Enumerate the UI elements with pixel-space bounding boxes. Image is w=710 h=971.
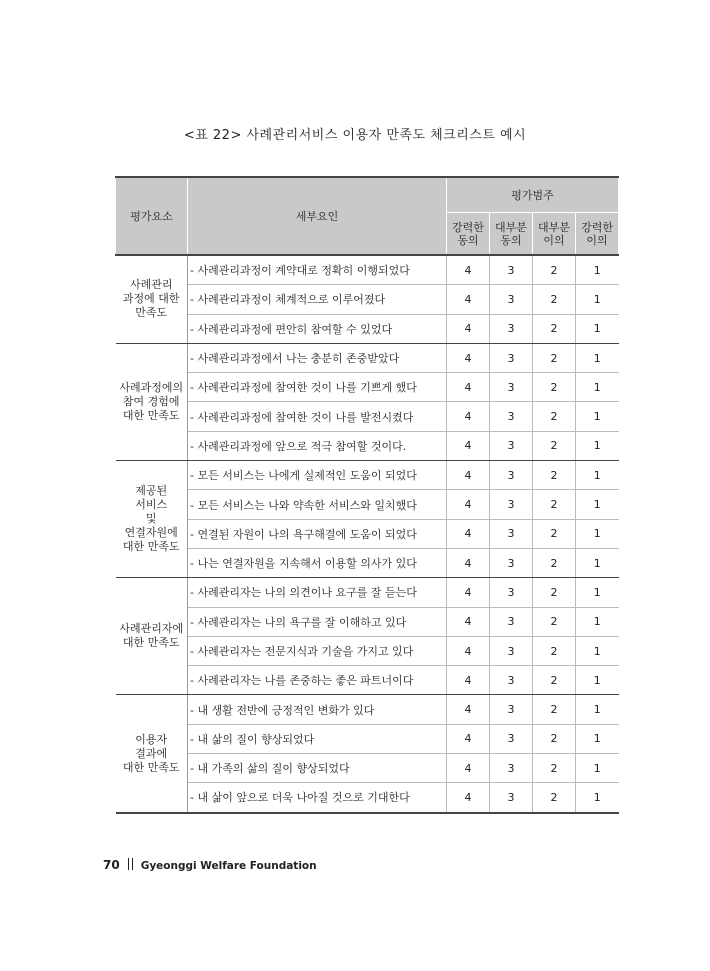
table-row	[116, 461, 619, 490]
header-scale-strong-agree: 강력한 동의	[447, 213, 490, 256]
page-number: 70	[103, 858, 120, 872]
score-cell: 4	[447, 373, 490, 402]
group-label: 사례과정에의 참여 경험에 대한 만족도	[116, 343, 188, 460]
score-cell: 4	[447, 461, 490, 490]
score-cell: 1	[576, 343, 619, 372]
table-row	[116, 431, 619, 460]
score-cell: 3	[490, 402, 533, 431]
score-cell: 3	[490, 461, 533, 490]
score-cell: 4	[447, 578, 490, 607]
score-cell: 2	[533, 431, 576, 460]
score-cell: 2	[533, 724, 576, 753]
item-text: - 사례관리자는 전문지식과 기술을 가지고 있다	[188, 636, 447, 665]
score-cell: 1	[576, 255, 619, 285]
score-cell: 3	[490, 343, 533, 372]
score-cell: 4	[447, 666, 490, 695]
score-cell: 2	[533, 373, 576, 402]
group-label: 이용자 결과에 대한 만족도	[116, 695, 188, 813]
score-cell: 4	[447, 754, 490, 783]
item-text: - 사례관리자는 나의 의견이나 요구를 잘 듣는다	[188, 578, 447, 607]
table-row	[116, 578, 619, 607]
item-text: - 내 삶이 앞으로 더욱 나아질 것으로 기대한다	[188, 783, 447, 813]
score-cell: 1	[576, 783, 619, 813]
group-label: 사례관리 과정에 대한 만족도	[116, 255, 188, 343]
score-cell: 4	[447, 343, 490, 372]
item-text: - 사례관리자는 나를 존중하는 좋은 파트너이다	[188, 666, 447, 695]
item-text: - 사례관리과정이 계약대로 정확히 이행되었다	[188, 255, 447, 285]
score-cell: 4	[447, 783, 490, 813]
item-text: - 내 가족의 삶의 질이 향상되었다	[188, 754, 447, 783]
item-text: - 내 삶의 질이 향상되었다	[188, 724, 447, 753]
group-label: 사례관리자에 대한 만족도	[116, 578, 188, 695]
score-cell: 1	[576, 724, 619, 753]
table-row	[116, 402, 619, 431]
header-scale-mostly-agree: 대부분 동의	[490, 213, 533, 256]
item-text: - 모든 서비스는 나와 약속한 서비스와 일치했다	[188, 490, 447, 519]
table-row	[116, 548, 619, 577]
item-text: - 사례관리과정에 편안히 참여할 수 있었다	[188, 314, 447, 343]
score-cell: 4	[447, 519, 490, 548]
table-row	[116, 519, 619, 548]
score-cell: 4	[447, 431, 490, 460]
score-cell: 2	[533, 607, 576, 636]
score-cell: 1	[576, 461, 619, 490]
score-cell: 4	[447, 695, 490, 724]
score-cell: 3	[490, 285, 533, 314]
score-cell: 1	[576, 402, 619, 431]
score-cell: 3	[490, 314, 533, 343]
score-cell: 4	[447, 636, 490, 665]
score-cell: 3	[490, 490, 533, 519]
score-cell: 1	[576, 285, 619, 314]
score-cell: 1	[576, 754, 619, 783]
item-text: - 사례관리과정에서 나는 충분히 존중받았다	[188, 343, 447, 372]
satisfaction-checklist-table	[115, 176, 619, 814]
score-cell: 3	[490, 666, 533, 695]
item-text: - 사례관리자는 나의 욕구를 잘 이해하고 있다	[188, 607, 447, 636]
score-cell: 2	[533, 490, 576, 519]
item-text: - 사례관리과정에 참여한 것이 나를 발전시켰다	[188, 402, 447, 431]
score-cell: 3	[490, 783, 533, 813]
item-text: - 연결된 자원이 나의 욕구해결에 도움이 되었다	[188, 519, 447, 548]
header-element: 평가요소	[116, 177, 188, 255]
table-row	[116, 724, 619, 753]
footer-separator	[128, 858, 133, 870]
score-cell: 2	[533, 519, 576, 548]
page-footer	[103, 858, 317, 872]
score-cell: 4	[447, 314, 490, 343]
table-row	[116, 285, 619, 314]
item-text: - 사례관리과정에 앞으로 적극 참여할 것이다.	[188, 431, 447, 460]
table-row	[116, 255, 619, 285]
score-cell: 4	[447, 255, 490, 285]
score-cell: 1	[576, 636, 619, 665]
score-cell: 3	[490, 695, 533, 724]
score-cell: 3	[490, 519, 533, 548]
table-row	[116, 695, 619, 724]
score-cell: 2	[533, 402, 576, 431]
score-cell: 1	[576, 548, 619, 577]
score-cell: 1	[576, 695, 619, 724]
score-cell: 3	[490, 754, 533, 783]
score-cell: 2	[533, 578, 576, 607]
item-text: - 사례관리과정에 참여한 것이 나를 기쁘게 했다	[188, 373, 447, 402]
score-cell: 3	[490, 373, 533, 402]
score-cell: 2	[533, 314, 576, 343]
score-cell: 3	[490, 431, 533, 460]
header-category: 평가범주	[447, 177, 619, 213]
score-cell: 1	[576, 519, 619, 548]
table-row	[116, 783, 619, 813]
score-cell: 3	[490, 636, 533, 665]
score-cell: 2	[533, 285, 576, 314]
score-cell: 4	[447, 607, 490, 636]
score-cell: 2	[533, 461, 576, 490]
score-cell: 2	[533, 343, 576, 372]
score-cell: 2	[533, 666, 576, 695]
table-row	[116, 314, 619, 343]
score-cell: 1	[576, 314, 619, 343]
score-cell: 3	[490, 578, 533, 607]
score-cell: 4	[447, 548, 490, 577]
score-cell: 1	[576, 373, 619, 402]
score-cell: 2	[533, 636, 576, 665]
score-cell: 4	[447, 402, 490, 431]
header-scale-strong-disagree: 강력한 이의	[576, 213, 619, 256]
score-cell: 1	[576, 431, 619, 460]
table-caption: <표 22> 사례관리서비스 이용자 만족도 체크리스트 예시	[183, 128, 527, 143]
score-cell: 2	[533, 548, 576, 577]
score-cell: 3	[490, 548, 533, 577]
table-row	[116, 490, 619, 519]
table-row	[116, 754, 619, 783]
score-cell: 1	[576, 607, 619, 636]
table-row	[116, 607, 619, 636]
score-cell: 2	[533, 695, 576, 724]
score-cell: 1	[576, 578, 619, 607]
score-cell: 4	[447, 490, 490, 519]
group-label: 제공된 서비스 및 연결자원에 대한 만족도	[116, 461, 188, 578]
table-row	[116, 666, 619, 695]
table-row	[116, 636, 619, 665]
item-text: - 내 생활 전반에 긍정적인 변화가 있다	[188, 695, 447, 724]
score-cell: 4	[447, 285, 490, 314]
score-cell: 2	[533, 783, 576, 813]
table-body	[116, 255, 619, 813]
score-cell: 4	[447, 724, 490, 753]
score-cell: 2	[533, 255, 576, 285]
item-text: - 사례관리과정이 체계적으로 이루어졌다	[188, 285, 447, 314]
table-row	[116, 343, 619, 372]
footer-org: Gyeonggi Welfare Foundation	[140, 860, 317, 872]
score-cell: 3	[490, 255, 533, 285]
score-cell: 2	[533, 754, 576, 783]
score-cell: 1	[576, 490, 619, 519]
score-cell: 3	[490, 607, 533, 636]
score-cell: 3	[490, 724, 533, 753]
score-cell: 1	[576, 666, 619, 695]
header-scale-mostly-disagree: 대부분 이의	[533, 213, 576, 256]
header-detail: 세부요인	[188, 177, 447, 255]
item-text: - 모든 서비스는 나에게 실제적인 도움이 되었다	[188, 461, 447, 490]
table-row	[116, 373, 619, 402]
item-text: - 나는 연결자원을 지속해서 이용할 의사가 있다	[188, 548, 447, 577]
